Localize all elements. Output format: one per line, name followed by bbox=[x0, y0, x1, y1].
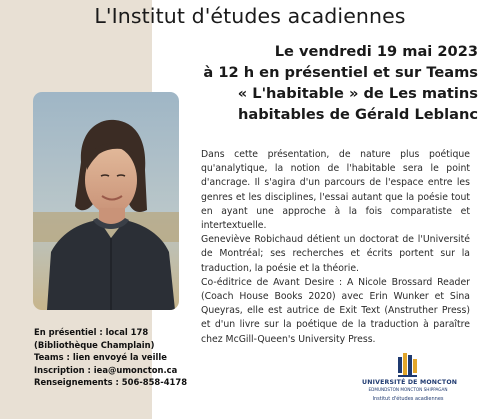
event-date: Le vendredi 19 mai 2023 bbox=[274, 43, 478, 60]
description-paragraph: Geneviève Robichaud détient un doctorat de l'Université de Montréal; ses recherches et écrits portent sur la traduction, la poésie et la théorie. bbox=[201, 234, 470, 274]
contact-location: En présentiel : local 178 bbox=[34, 327, 149, 337]
speaker-portrait-photo bbox=[33, 92, 179, 310]
description-paragraph: Dans cette présentation, de nature plus poétique qu'analytique, la notion de l'habitable sera le point d'ancrage. Il s'agira d'un parcours de l'espace entre les genres et les disciplines, l'essai autant que la poésie tout en ayant une approche à la fois comparatiste et intertextuelle. bbox=[201, 149, 470, 232]
description-paragraph: Co-éditrice de Avant Desire : A Nicole Brossard Reader (Coach House Books 2020) avec Erin Wunker et Sina Queyras, elle est autrice de Exit Text (Anstruther Press) et d'un livre sur la poétique de la traduction à paraître chez McGill-Queen's University Press. bbox=[201, 276, 470, 345]
logo-university-name: UNIVERSITÉ DE MONCTON bbox=[362, 379, 458, 386]
logo-institute: Institut d'études acadiennes bbox=[372, 396, 444, 402]
event-title-line2: habitables de Gérald Leblanc bbox=[237, 106, 478, 123]
event-heading bbox=[138, 41, 478, 125]
logo-campuses: EDMUNDSTON MONCTON SHIPPAGAN bbox=[368, 387, 448, 392]
contact-library: (Bibliothèque Champlain) bbox=[34, 339, 155, 350]
event-description bbox=[201, 148, 470, 347]
contact-phone: Renseignements : 506-858-4178 bbox=[34, 377, 188, 388]
contact-registration: Inscription : iea@umoncton.ca bbox=[34, 364, 178, 375]
event-title-line1: « L'habitable » de Les matins bbox=[237, 85, 478, 102]
contact-info bbox=[34, 326, 194, 389]
contact-teams: Teams : lien envoyé la veille bbox=[34, 352, 167, 363]
institute-title: L'Institut d'études acadiennes bbox=[94, 4, 406, 28]
logo-mark-icon bbox=[397, 352, 419, 378]
universite-de-moncton-logo bbox=[362, 352, 458, 402]
event-time: à 12 h en présentiel et sur Teams bbox=[203, 64, 478, 81]
